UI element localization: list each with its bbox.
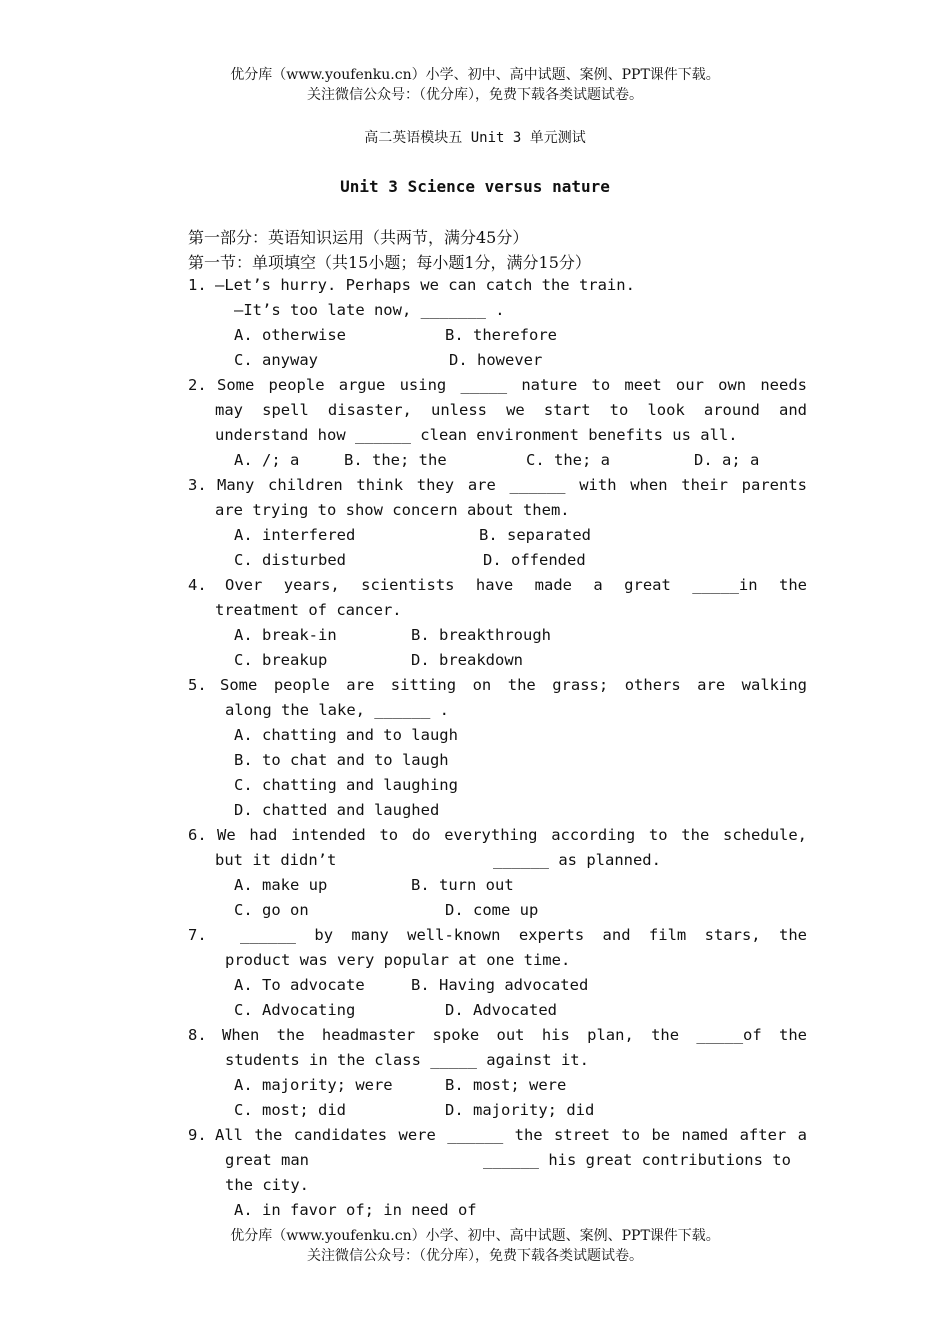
- question-text: great man: [225, 1151, 309, 1169]
- question-number: 6.: [188, 826, 207, 844]
- question-text: students in the class _____ against it.: [225, 1051, 589, 1069]
- question-text: Some people are sitting on the grass; others are walking: [220, 676, 807, 694]
- question-text: treatment of cancer.: [215, 601, 402, 619]
- question-number: 7.: [188, 926, 207, 944]
- question-text: ______ his great contributions to: [483, 1151, 791, 1169]
- option-c: C. chatting and laughing: [234, 776, 458, 794]
- option-b: B. therefore: [445, 326, 557, 344]
- option-d: D. come up: [445, 901, 539, 919]
- question-text: ______ by many well-known experts and film stars, the: [240, 926, 807, 944]
- question-text: understand how ______ clean environment benefits us all.: [215, 426, 738, 444]
- option-c: C. Advocating: [234, 1001, 356, 1019]
- question-text: product was very popular at one time.: [225, 951, 571, 969]
- option-b: B. separated: [479, 526, 591, 544]
- question-number: 3.: [188, 476, 207, 494]
- option-a: A. otherwise: [234, 326, 346, 344]
- question-text: may spell disaster, unless we start to look around and: [215, 401, 807, 419]
- option-d: D. a; a: [694, 451, 760, 469]
- doc-subtitle: 高二英语模块五 Unit 3 单元测试: [364, 130, 586, 146]
- question-text: Over years, scientists have made a great _____in the: [225, 576, 807, 594]
- option-d: D. however: [449, 351, 543, 369]
- question-number: 5.: [188, 676, 207, 694]
- question-text: Many children think they are ______ with when their parents: [217, 476, 807, 494]
- question-text: but it didn’t: [215, 851, 337, 869]
- question-text: ______ as planned.: [493, 851, 661, 869]
- question-text: All the candidates were ______ the street to be named after a: [215, 1126, 807, 1144]
- header-line-1: 优分库（www.youfenku.cn）小学、初中、高中试题、案例、PPT课件下载。: [230, 67, 720, 83]
- question-text: along the lake, ______ .: [225, 701, 449, 719]
- question-text: When the headmaster spoke out his plan, the _____of the: [222, 1026, 807, 1044]
- option-a: A. majority; were: [234, 1076, 393, 1094]
- option-a: A. break-in: [234, 626, 337, 644]
- option-c: C. go on: [234, 901, 309, 919]
- option-c: C. breakup: [234, 651, 328, 669]
- option-a: A. /; a: [234, 451, 300, 469]
- footer-line-1: 优分库（www.youfenku.cn）小学、初中、高中试题、案例、PPT课件下载。: [230, 1228, 720, 1244]
- question-text: are trying to show concern about them.: [215, 501, 570, 519]
- option-c: C. disturbed: [234, 551, 346, 569]
- question-number: 8.: [188, 1026, 207, 1044]
- option-b: B. most; were: [445, 1076, 567, 1094]
- header-line-2: 关注微信公众号：（优分库），免费下载各类试题试卷。: [307, 87, 643, 103]
- question-number: 9.: [188, 1126, 207, 1144]
- question-number: 4.: [188, 576, 207, 594]
- option-d: D. breakdown: [411, 651, 523, 669]
- option-b: B. Having advocated: [411, 976, 589, 994]
- option-b: B. the; the: [344, 451, 447, 469]
- option-a: A. make up: [234, 876, 328, 894]
- question-number: 1.: [188, 276, 207, 294]
- question-text: Some people argue using _____ nature to meet our own needs: [217, 376, 807, 394]
- footer-line-2: 关注微信公众号：（优分库），免费下载各类试题试卷。: [307, 1248, 643, 1264]
- question-text: —Let’s hurry. Perhaps we can catch the train.: [215, 276, 635, 294]
- question-text: We had intended to do everything according to the schedule,: [217, 826, 807, 844]
- option-b: B. turn out: [411, 876, 514, 894]
- option-d: D. chatted and laughed: [234, 801, 440, 819]
- option-a: A. chatting and to laugh: [234, 726, 458, 744]
- option-a: A. interfered: [234, 526, 356, 544]
- doc-title: Unit 3 Science versus nature: [340, 177, 610, 196]
- question-number: 2.: [188, 376, 207, 394]
- option-a: A. in favor of; in need of: [234, 1201, 477, 1219]
- section-heading: 第一节：单项填空（共15小题；每小题1分，满分15分）: [188, 253, 591, 272]
- option-c: C. most; did: [234, 1101, 346, 1119]
- option-d: D. majority; did: [445, 1101, 595, 1119]
- question-text: the city.: [225, 1176, 309, 1194]
- part-heading: 第一部分：英语知识运用（共两节，满分45分）: [188, 228, 529, 247]
- option-d: D. Advocated: [445, 1001, 557, 1019]
- option-b: B. breakthrough: [411, 626, 551, 644]
- option-a: A. To advocate: [234, 976, 365, 994]
- option-c: C. anyway: [234, 351, 318, 369]
- option-d: D. offended: [483, 551, 586, 569]
- question-text: —It’s too late now, _______ .: [234, 301, 505, 319]
- option-c: C. the; a: [526, 451, 610, 469]
- option-b: B. to chat and to laugh: [234, 751, 449, 769]
